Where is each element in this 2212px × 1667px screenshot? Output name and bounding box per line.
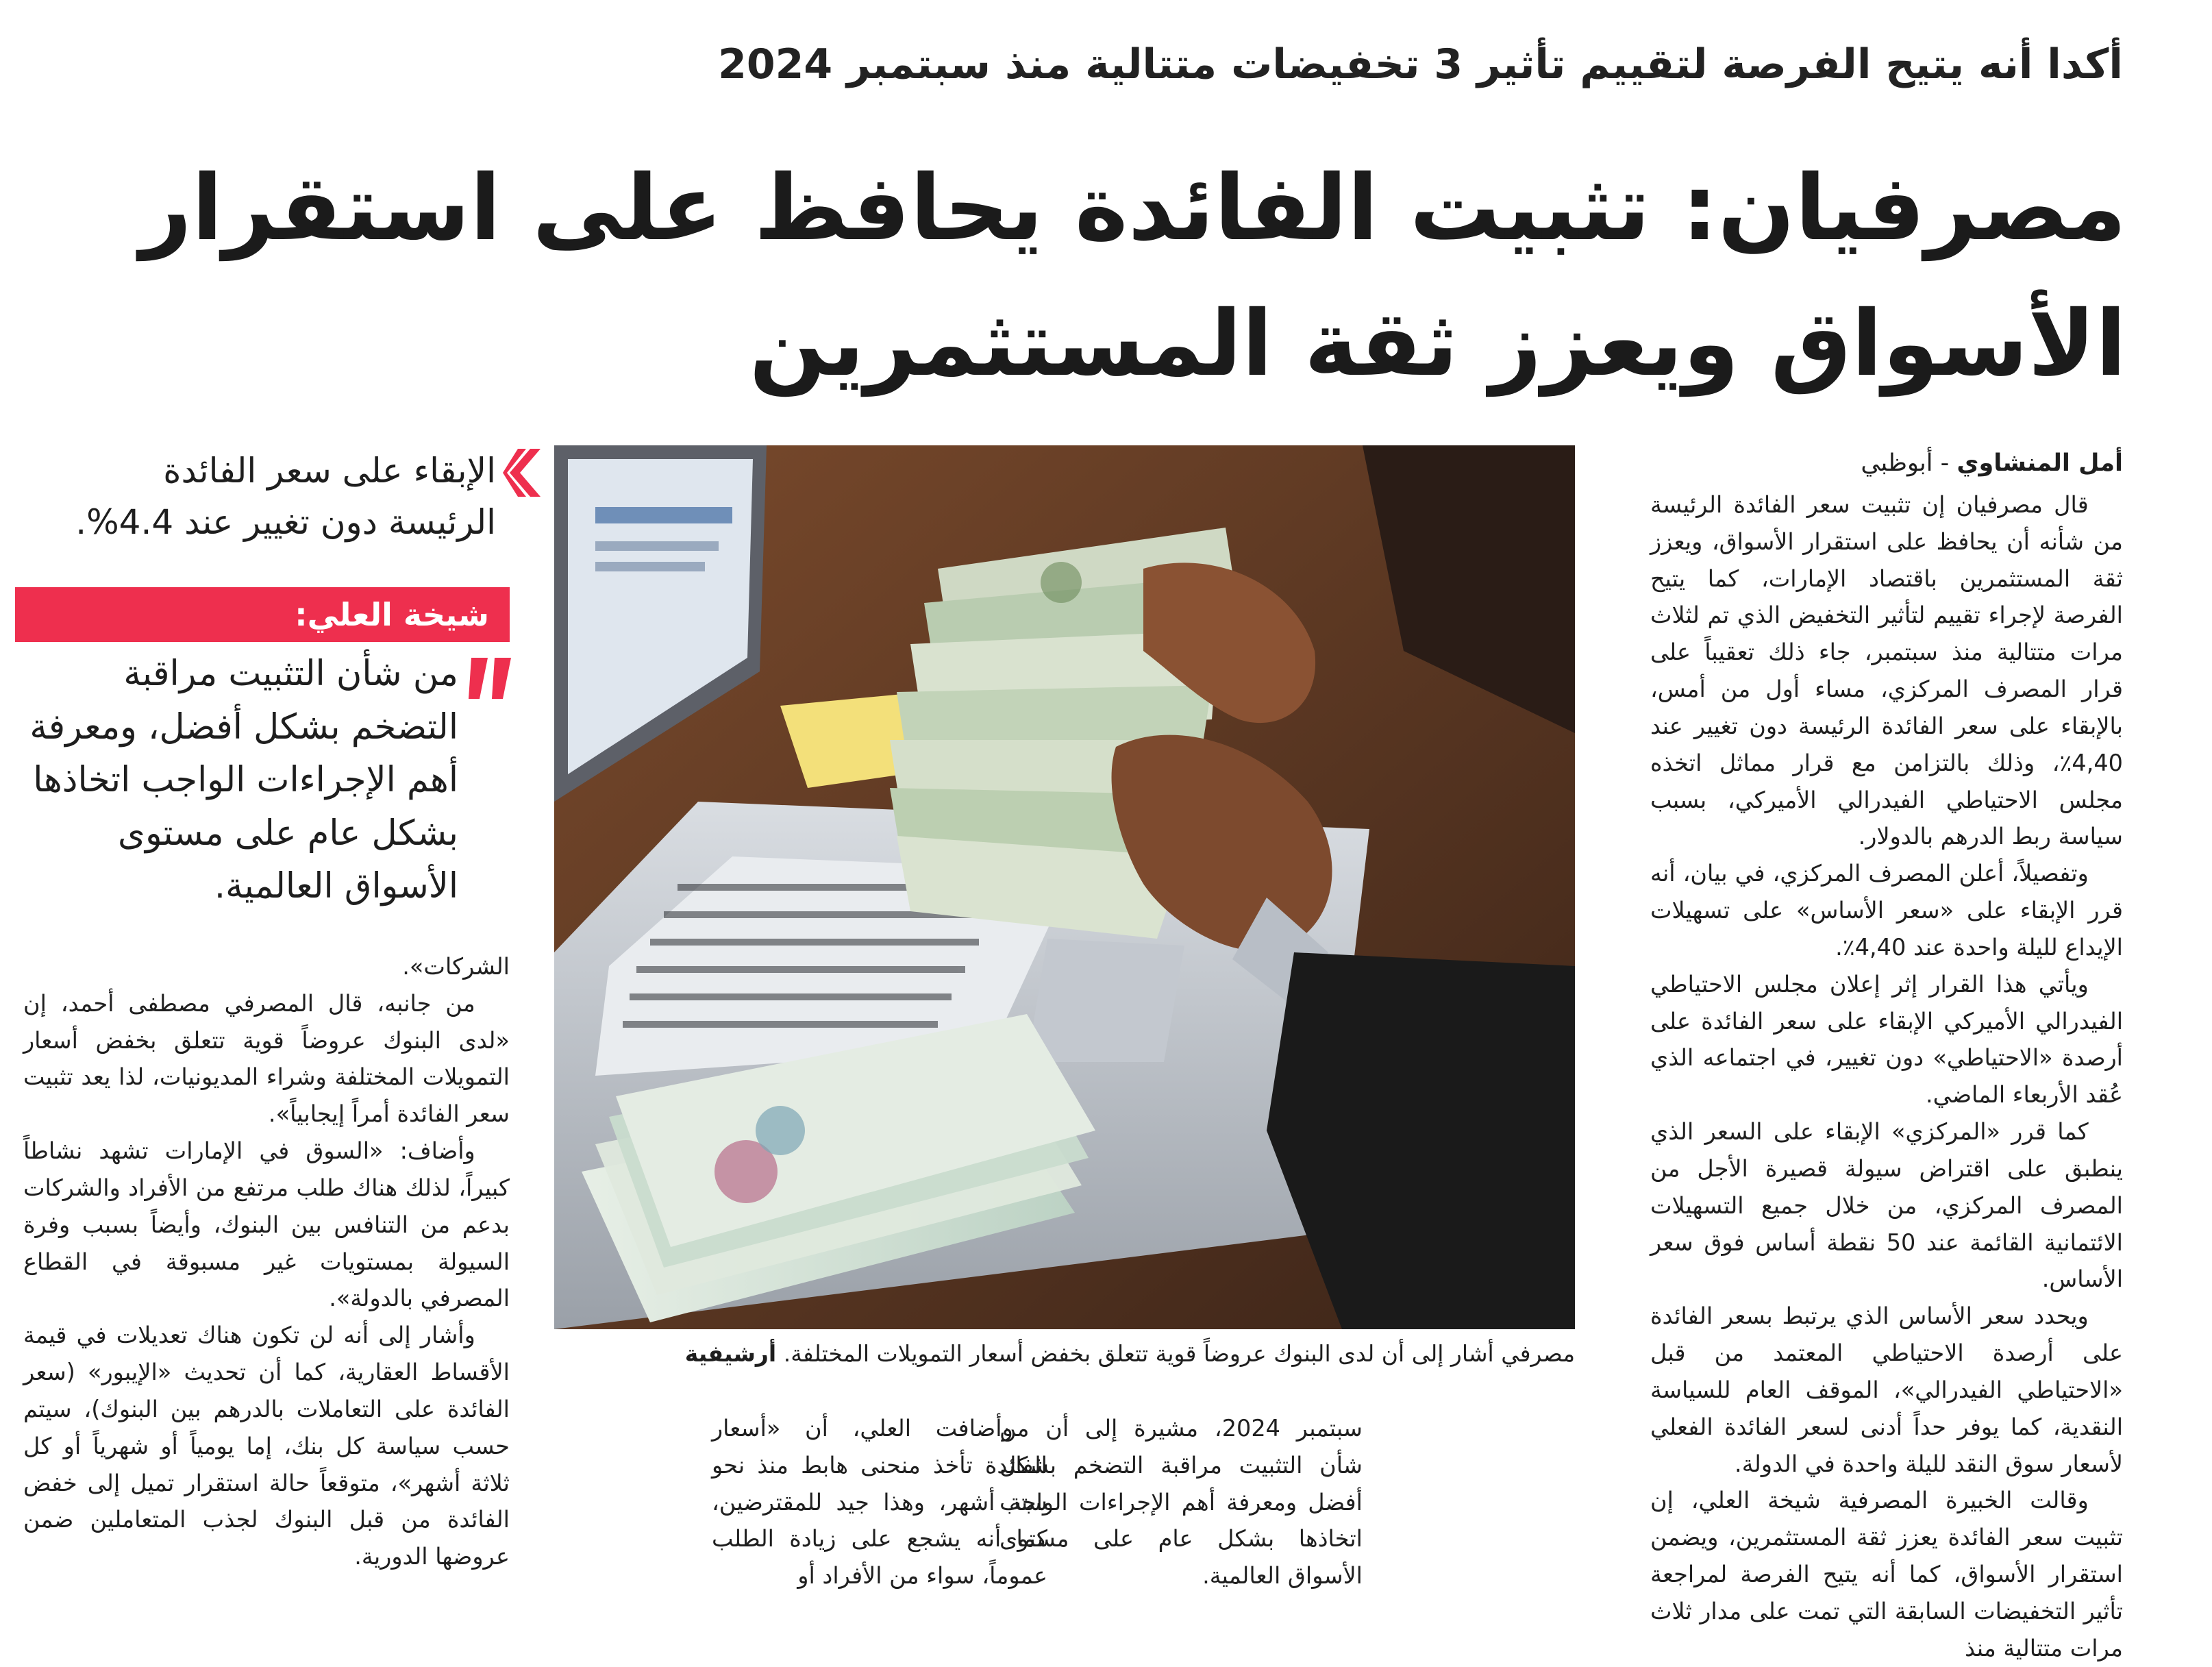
quote-line: من شأن التثبيت مراقبة (123, 654, 458, 694)
quote-line: التضخم بشكل أفضل، ومعرفة (29, 706, 458, 748)
paragraph: وتفصيلاً، أعلن المصرف المركزي، في بيان، أنه قرر الإبقاء على «سعر الأساس» على تسهيلات الإيداع لليلة واحدة عند 4,40٪. (1650, 860, 2123, 961)
highlight-fact (16, 445, 496, 548)
paragraph: وأضافت العلي، أن «أسعار الفائدة تأخذ منحنى هابط منذ نحو ستة أشهر، وهذا جيد للمقترضين، كما أنه يشجع على زيادة الطلب عموماً، سواء من الأفراد أو (712, 1415, 1047, 1590)
byline (1650, 445, 2123, 482)
photo-credit: أرشيفية (684, 1340, 777, 1367)
paragraph: ويأتي هذا القرار إثر إعلان مجلس الاحتياطي الفيدرالي الأميركي الإبقاء على سعر الفائدة على أرصدة «الاحتياطي» دون تغيير، في اجتماعه الذي عُقد الأربعاء الماضي. (1650, 970, 2123, 1109)
quote-line: الأسواق العالمية. (214, 866, 458, 907)
article-column-left (23, 948, 510, 1575)
headline-line-1: مصرفيان: تثبيت الفائدة يحافظ على استقرار (139, 156, 2126, 261)
paragraph: الشركات». (402, 953, 510, 980)
highlight-line-2: الرئيسة دون تغيير عند 4.4%. (75, 502, 496, 542)
paragraph: وأشار إلى أنه لن تكون هناك تعديلات في قيمة الأقساط العقارية، كما أن تحديث «الإيبور» (سعر الفائدة على التعاملات بالدرهم بين البنوك)، سيتم حسب سياسة كل بنك، إما يومياً أو شهرياً أو كل ثلاثة أشهر»، متوقعاً حالة استقرار تميل إلى خفض الفائدة من قبل البنوك لجذب المتعاملين ضمن عروضها الدورية. (23, 1322, 510, 1570)
highlight-line-1: الإبقاء على سعر الفائدة (163, 451, 496, 491)
paragraph: ويحدد سعر الأساس الذي يرتبط بسعر الفائدة على أرصدة الاحتياطي المعتمد من قبل «الاحتياطي الفيدرالي»، الموقف العام للسياسة النقدية، كما يوفر حداً أدنى لسعر الفائدة الفعلي لأسعار سوق النقد لليلة واحدة في الدولة. (1650, 1302, 2123, 1477)
byline-author: أمل المنشاوي (1956, 449, 2123, 477)
kicker: أكدا أنه يتيح الفرصة لتقييم تأثير 3 تخفيضات متتالية منذ سبتمبر 2024 (718, 40, 2123, 88)
paragraph: قال مصرفيان إن تثبيت سعر الفائدة الرئيسة من شأنه أن يحافظ على استقرار الأسواق، ويعزز ثقة المستثمرين باقتصاد الإمارات، كما يتيح الفرصة لإجراء تقييم لتأثير التخفيض الذي تم لثلاث مرات متتالية منذ سبتمبر، جاء ذلك تعقيباً على قرار المصرف المركزي، مساء أول من أمس، بالإبقاء على سعر الفائدة الرئيسة دون تغيير عند 4,40٪، وذلك بالتزامن مع قرار مماثل اتخذه مجلس الاحتياطي الفيدرالي الأميركي، بسبب سياسة ربط الدرهم بالدولار. (1650, 491, 2123, 850)
article-column-middle-1 (999, 1410, 1363, 1594)
caption-text: مصرفي أشار إلى أن لدى البنوك عروضاً قوية تتعلق بخفض أسعار التمويلات المختلفة. (783, 1340, 1575, 1367)
paragraph: سبتمبر 2024، مشيرة إلى أن من شأن التثبيت مراقبة التضخم بشكل أفضل ومعرفة أهم الإجراءات الواجب اتخاذها بشكل عام على مستوى الأسواق العالمية. (999, 1415, 1363, 1590)
quote-name-bar: شيخة العلي: (15, 587, 510, 642)
article-photo (554, 445, 1575, 1329)
paragraph: كما قرر «المركزي» الإبقاء على السعر الذي ينطبق على اقتراض سيولة قصيرة الأجل من المصرف المركزي، من خلال جميع التسهيلات الائتمانية القائمة عند 50 نقطة أساس فوق سعر الأساس. (1650, 1118, 2123, 1293)
paragraph: من جانبه، قال المصرفي مصطفى أحمد، إن «لدى البنوك عروضاً قوية تتعلق بخفض أسعار التمويلات المختلفة وشراء المديونيات، لذا يعد تثبيت سعر الفائدة أمراً إيجابياً». (23, 989, 510, 1128)
money-laptop-illustration (554, 445, 1575, 1329)
headline-line-2: الأسواق ويعزز ثقة المستثمرين (749, 291, 2126, 397)
pull-quote (13, 647, 458, 913)
photo-caption (554, 1339, 1575, 1369)
byline-location: - أبوظبي (1861, 449, 1950, 477)
quote-line: أهم الإجراءات الواجب اتخاذها (33, 760, 458, 801)
headline (71, 140, 2126, 412)
article-column-right (1650, 486, 2123, 1667)
paragraph: وقالت الخبيرة المصرفية شيخة العلي، إن تثبيت سعر الفائدة يعزز ثقة المستثمرين، ويضمن استقرار الأسواق، كما أنه يتيح الفرصة لمراجعة تأثير التخفيضات السابقة التي تمت على مدار ثلاث مرات متتالية منذ (1650, 1487, 2123, 1662)
paragraph: وأضاف: «السوق في الإمارات تشهد نشاطاً كبيراً، لذلك هناك طلب مرتفع من الأفراد والشركات بدعم من التنافس بين البنوك، وأيضاً بسبب وفرة السيولة بمستويات غير مسبوقة في القطاع المصرفي بالدولة». (23, 1137, 510, 1312)
quote-line: بشكل عام على مستوى (118, 813, 458, 854)
article-column-middle-2 (712, 1410, 1047, 1594)
chevron-icon (503, 449, 540, 497)
quote-mark-icon (469, 654, 517, 702)
